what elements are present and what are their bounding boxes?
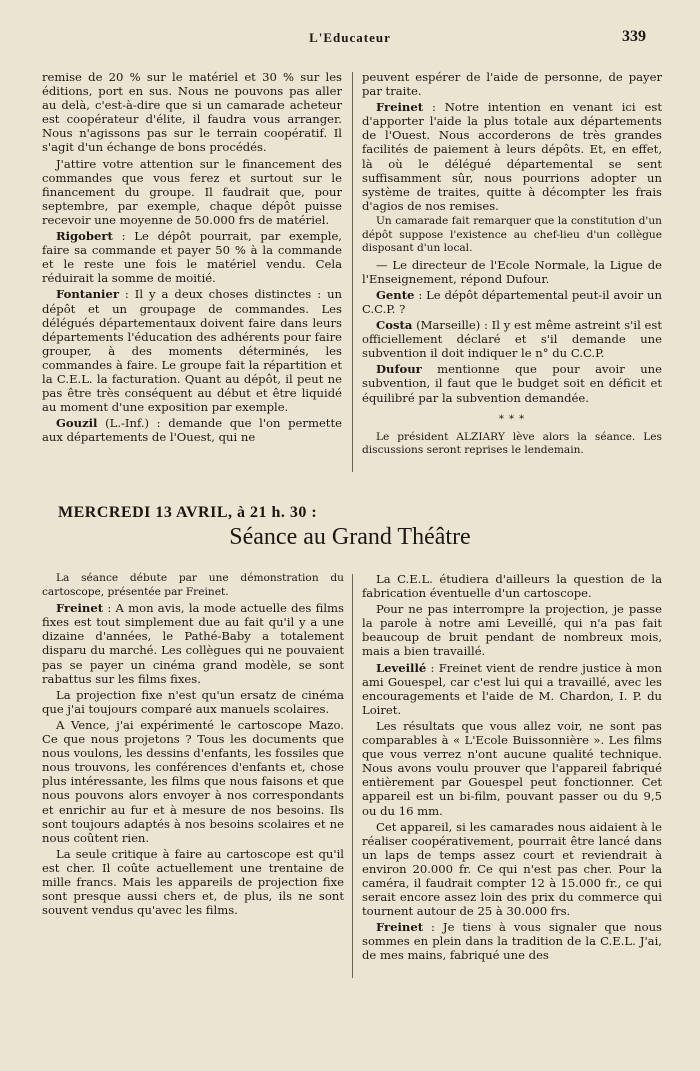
column-divider-top [352,72,353,472]
paragraph [362,70,662,98]
paragraph-text: peuvent espérer de l'aide de personne, de payer par traite. [362,70,662,99]
paragraph [42,601,344,686]
speaker-name: Freinet [376,100,424,115]
paragraph-text: — Le directeur de l'Ecole Normale, la Ligue de l'Enseignement, répond Dufour. [362,257,662,286]
paragraph [362,602,662,658]
section-stars: * * * [498,413,526,425]
paragraph-text: Pour ne pas interrompre la projection, je passe la parole à notre ami Leveillé, qui n'a pas fait beaucoup de bruit pendant de nombreux mois, mais a bien travaillé. [362,602,662,659]
paragraph-text: mentionne que pour avoir une subvention, il faut que le budget soit en déficit et équilibré par la subvention demandée. [362,362,662,405]
column-top-right [362,70,662,460]
paragraph-text: La projection fixe n'est qu'un ersatz de cinéma que j'ai toujours comparé aux manuels scolaires. [42,687,344,716]
paragraph [42,157,342,227]
running-title: L'Educateur [309,30,391,45]
paragraph-text: : Notre intention en venant ici est d'apporter l'aide la plus totale aux départements de l'Ouest. Nous accorderons de très grandes facilités de paiement à leurs dépôts. Et, en effet, là où le délégué départemental se sent suffisamment sûr, nous pourrions adopter un système de traites, quitte à décompter les frais d'agios de nos remises. [362,100,662,213]
paragraph-text: La seule critique à faire au cartoscope est qu'il est cher. Il coûte actuellement une trentaine de mille francs. Mais les appareils de projection fixe sont presque aussi chers et, de plus, ils ne sont souvent vendus qu'avec les films. [42,846,344,918]
section-title: Séance au Grand Théâtre [229,524,471,550]
speaker-name: Gouzil [56,416,98,431]
speaker-name: Dufour [376,362,422,377]
paragraph [42,718,344,845]
paragraph-text: (Marseille) : Il y est même astreint s'il est officiellement déclaré et s'il demande une subvention il doit indiquer le n° du C.C.P. [362,318,662,361]
paragraph-text: : Freinet vient de rendre justice à mon ami Gouespel, car c'est lui qui a travaillé, avec les encouragements et l'aide de M. Chardon, I. P. du Loiret. [362,660,662,717]
paragraph-text: Cet appareil, si les camarades nous aidaient à le réaliser coopérativement, pourrait être lancé dans un laps de temps assez court et reviendrait à environ 20.000 fr. Ce qui n'est pas cher. Pour la caméra, il faudrait compter 12 à 15.000 fr., ce qui serait encore assez loin des prix du commerce qui tournent autour de 25 à 30.000 frs. [362,819,662,919]
paragraph-text: (L.-Inf.) : demande que l'on permette aux départements de l'Ouest, qui ne [42,416,342,445]
paragraph-text: J'attire votre attention sur le financement des commandes que vous ferez et surtout sur le financement du groupe. Il faudrait que, pour septembre, par exemple, chaque dépôt puisse recevoir une moyenne de 50.000 frs de matériel. [42,156,342,227]
paragraph [42,688,344,716]
paragraph [42,287,342,414]
paragraph [362,215,662,256]
paragraph [362,661,662,717]
speaker-name: Freinet [56,601,104,616]
speaker-name: Rigobert [56,229,113,244]
paragraph [362,100,662,213]
speaker-name: Gente [376,287,415,302]
paragraph [362,288,662,316]
paragraph [362,920,662,962]
paragraph-text: : Je tiens à vous signaler que nous sommes en plein dans la tradition de la C.E.L. J'ai, de mes mains, fabriqué une des [362,920,662,963]
paragraph-text: remise de 20 % sur le matériel et 30 % sur les éditions, port en sus. Nous ne pouvons pas aller au delà, c'est-à-dire que si un camarade acheteur est coopérateur d'élite, il faudra vous arranger. Nous n'agissons pas sur le terrain coopératif. Il s'agit d'un échange de bons procédés. [42,70,342,155]
speaker-name: Costa [376,318,413,333]
speaker-name: Fontanier [56,287,119,302]
paragraph-text: Un camarade fait remarquer que la constitution d'un dépôt suppose l'existence au chef-lieu d'un collègue disposant d'un local. [362,214,662,255]
column-bottom-left [42,572,344,919]
column-divider-bottom [352,574,353,978]
paragraph-text: : A mon avis, la mode actuelle des films fixes est tout simplement due au fait qu'il y a une dizaine d'années, le Pathé-Baby a totalement disparu du marché. Les collègues qui ne pouvaient pas se payer un cinéma grand modèle, se sont rabattus sur les films fixes. [42,601,344,686]
paragraph [362,362,662,404]
paragraph [42,572,344,599]
running-header [40,30,660,54]
paragraph-text: La séance débute par une démonstration du cartoscope, présentée par Freinet. [42,572,344,598]
column-top-right-paragraphs [362,70,662,405]
column-top-left [42,70,342,446]
paragraph [362,258,662,286]
paragraph [362,318,662,360]
section-date-line: MERCREDI 13 AVRIL, à 21 h. 30 : [58,504,318,521]
paragraph [362,719,662,818]
paragraph [362,820,662,919]
paragraph-text: : Il y a deux choses distinctes : un dépôt et un groupage de commandes. Les délégués départementaux doivent faire dans leurs départements l'éducation des adhérents pour faire grouper, à des moments déterminés, les commandes à faire. Le groupe fait la répartition et la C.E.L. la facturation. Quant au dépôt, il peut ne pas être très conséquent au début et être liquidé au moment d'une exposition par exemple. [42,287,342,415]
speaker-name: Leveillé [376,660,427,675]
paragraph [42,416,342,444]
column-bottom-right [362,572,662,965]
speaker-name: Freinet [376,920,424,935]
paragraph [362,572,662,600]
paragraph-text: A Vence, j'ai expérimenté le cartoscope Mazo. Ce que nous projetons ? Tous les documents que nous voulons, les dessins d'enfants, les fossiles que nous trouvons, les conférences d'enfants et, chose plus intéressante, les films que nous faisons et que nous pouvons alors envoyer à nos correspondants et enrichir au fur et à mesure de nos besoins. Ils sont toujours adaptés à nos besoins scolaires et ne nous coûtent rien. [42,717,344,845]
paragraph [42,847,344,917]
paragraph [42,70,342,155]
paragraph-text: Les résultats que vous allez voir, ne sont pas comparables à « L'Ecole Buissonnière ». Les films que vous verrez n'ont aucune qualité technique. Nous avons voulu prouver que l'appareil fabriqué entièrement par Gouespel peut fonctionner. Cet appareil est un bi-film, pouvant passer ou du 9,5 ou du 16 mm. [362,718,662,818]
paragraph [42,229,342,285]
page-number: 339 [622,28,646,45]
closing-note: Le président ALZIARY lève alors la séance. Les discussions seront reprises le lendemain. [362,430,662,457]
paragraph-text: : Le dépôt pourrait, par exemple, faire sa commande et payer 50 % à la commande et le reste une fois le matériel vendu. Cela réduirait la somme de moitié. [42,229,342,286]
paragraph-text: : Le dépôt départemental peut-il avoir un C.C.P. ? [362,287,662,316]
paragraph-text: La C.E.L. étudiera d'ailleurs la question de la fabrication éventuelle d'un cartoscope. [362,572,662,601]
